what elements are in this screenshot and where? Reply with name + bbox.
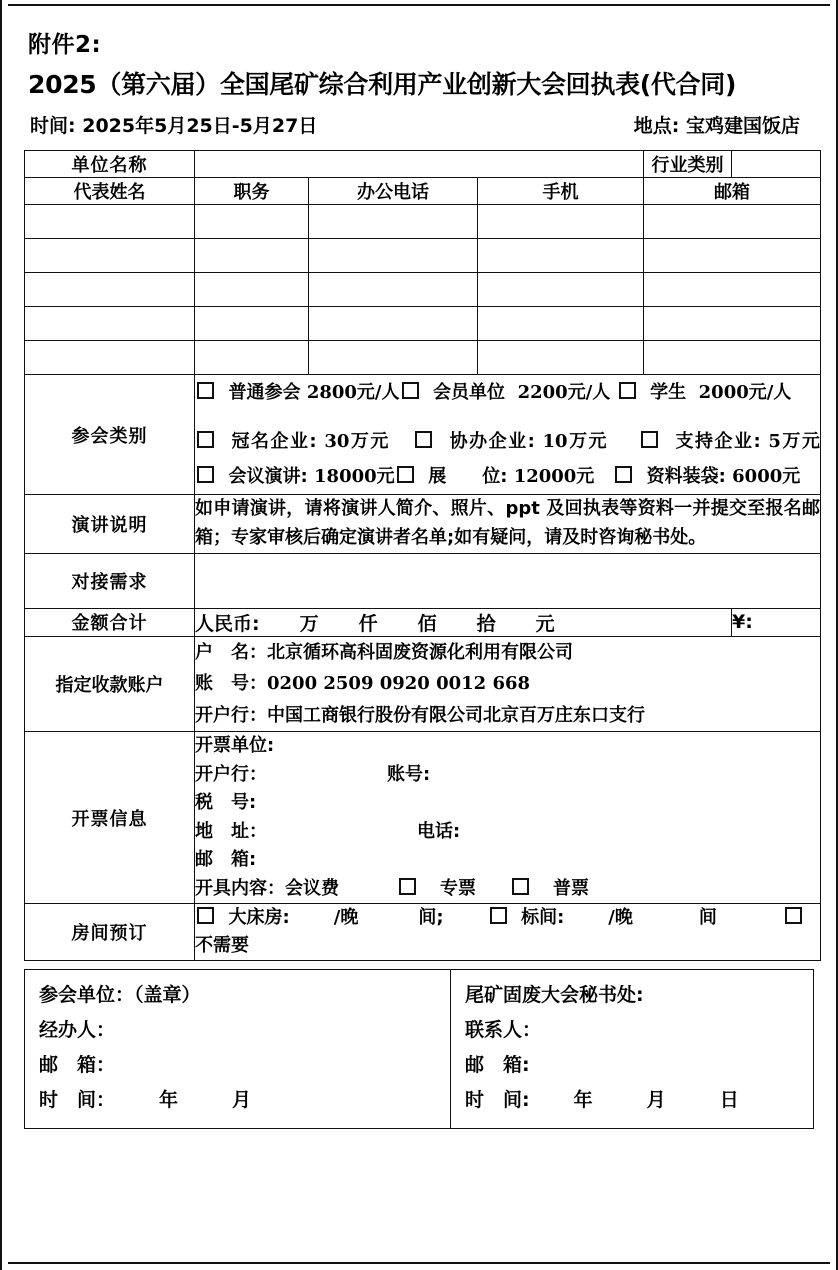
option-price: 30万元 <box>324 431 390 453</box>
checkbox-icon[interactable] <box>415 431 432 448</box>
account-name-key: 户 名： <box>195 641 267 663</box>
left-time-line[interactable] <box>39 1083 440 1118</box>
attachment-label: 附件2: <box>28 32 102 58</box>
room-bigbed-count: 间; <box>418 907 444 928</box>
meta-place <box>634 111 800 138</box>
invoice-row <box>25 732 821 904</box>
option-price: 2800元/人 <box>306 382 400 403</box>
option-name: 协办企业: <box>449 431 535 453</box>
room-label: 房间预订 <box>25 904 195 961</box>
checkbox-icon[interactable] <box>397 466 414 483</box>
category-option-8[interactable] <box>613 466 800 487</box>
amount-row <box>25 608 821 636</box>
option-name: 会员单位 <box>433 382 506 403</box>
amount-units[interactable] <box>195 608 732 636</box>
cell-mobile[interactable] <box>478 307 644 341</box>
cell-title[interactable] <box>195 307 309 341</box>
invoice-account-key: 账号: <box>387 763 431 785</box>
document-body <box>12 8 826 1129</box>
col-header-name: 代表姓名 <box>25 178 195 205</box>
cell-mobile[interactable] <box>478 239 644 273</box>
left-email-label[interactable]: 邮 箱： <box>39 1054 116 1077</box>
checkbox-icon[interactable] <box>490 907 507 924</box>
amount-unit-wan: 万 <box>299 612 319 635</box>
option-name: 会议演讲: <box>228 466 308 488</box>
category-option-4[interactable] <box>413 431 608 452</box>
checkbox-icon[interactable] <box>197 431 214 448</box>
room-standard-label: 标间: <box>521 907 565 928</box>
option-price: 18000元 <box>314 466 395 488</box>
account-bank-value: 中国工商银行股份有限公司北京百万庄东口支行 <box>267 704 645 726</box>
invoice-tax-key: 税 号: <box>195 792 257 814</box>
option-name: 支持企业: <box>675 431 761 453</box>
category-label: 参会类别 <box>25 375 195 495</box>
checkbox-icon[interactable] <box>785 907 802 924</box>
account-bank-key: 开户行： <box>195 704 267 726</box>
room-bigbed-label: 大床房: <box>228 907 290 928</box>
invoice-normal-option[interactable] <box>510 878 589 899</box>
right-email-label[interactable]: 邮 箱: <box>465 1054 530 1077</box>
room-row <box>25 904 821 961</box>
table-row <box>25 273 821 307</box>
cell-email[interactable] <box>644 273 821 307</box>
invoice-address-key: 地 址： <box>195 820 267 842</box>
checkbox-icon[interactable] <box>399 878 416 895</box>
requirement-value[interactable] <box>195 553 821 608</box>
cell-name[interactable] <box>25 205 195 239</box>
meta-time-value: 2025年5月25日-5月27日 <box>82 115 318 137</box>
checkbox-icon[interactable] <box>512 878 529 895</box>
account-label: 指定收款账户 <box>25 636 195 732</box>
invoice-unit-key: 开票单位: <box>195 735 275 757</box>
meta-place-label: 地点: <box>633 115 680 137</box>
yen-label: ¥: <box>732 611 753 634</box>
room-standard-per-night: /晚 <box>608 907 633 928</box>
category-options <box>195 375 821 495</box>
amount-unit-qian: 仟 <box>358 612 378 635</box>
handler-label[interactable]: 经办人： <box>39 1018 116 1041</box>
signature-table <box>24 969 814 1130</box>
cell-name[interactable] <box>25 341 195 375</box>
account-row <box>25 636 821 732</box>
rep-header-row <box>25 178 821 205</box>
unit-name-label: 单位名称 <box>25 151 195 178</box>
cell-title[interactable] <box>195 341 309 375</box>
main-form-table <box>24 150 821 961</box>
category-option-2[interactable] <box>617 382 792 403</box>
room-options <box>195 904 821 961</box>
cell-mobile[interactable] <box>478 273 644 307</box>
meta-time-label: 时间: <box>30 115 76 137</box>
account-name-line <box>195 637 820 669</box>
cell-title[interactable] <box>195 239 309 273</box>
contact-label[interactable]: 联系人： <box>465 1018 542 1041</box>
room-bigbed-per-night: /晚 <box>333 907 359 928</box>
invoice-phone-key: 电话: <box>417 820 461 842</box>
checkbox-icon[interactable] <box>197 382 214 399</box>
cell-office-phone[interactable] <box>309 307 478 341</box>
invoice-content-line <box>195 875 820 903</box>
speech-note-label: 演讲说明 <box>25 495 195 554</box>
signature-row <box>25 969 814 1129</box>
room-standard-count: 间 <box>698 907 717 928</box>
secretariat-label: 尾矿固废大会秘书处: <box>465 983 644 1006</box>
cell-title[interactable] <box>195 205 309 239</box>
category-option-0[interactable] <box>195 382 400 403</box>
checkbox-icon[interactable] <box>197 466 214 483</box>
signature-right-cell <box>451 969 814 1129</box>
invoice-normal-label: 普票 <box>553 877 589 899</box>
room-standard-option[interactable] <box>488 907 717 928</box>
cell-office-phone[interactable] <box>309 205 478 239</box>
category-option-6[interactable] <box>195 466 395 487</box>
currency-label: 人民币: <box>195 612 260 635</box>
right-time-line[interactable] <box>465 1083 803 1118</box>
industry-value[interactable] <box>732 151 821 178</box>
invoice-tax-line[interactable] <box>195 789 820 817</box>
account-number-line <box>195 668 820 700</box>
invoice-address-line[interactable] <box>195 818 820 846</box>
category-row <box>25 375 821 495</box>
left-time-label: 时 间： <box>39 1089 116 1112</box>
page-title: 2025（第六届）全国尾矿综合利用产业创新大会回执表(代合同) <box>28 70 737 99</box>
requirement-row <box>25 553 821 608</box>
invoice-special-option[interactable] <box>397 878 476 899</box>
meta-place-value: 宝鸡建国饭店 <box>685 115 800 137</box>
right-year: 年 <box>573 1089 593 1112</box>
option-price: 10万元 <box>542 431 609 453</box>
cell-email[interactable] <box>644 205 821 239</box>
meta-time <box>30 111 317 138</box>
cell-name[interactable] <box>25 273 195 307</box>
cell-title[interactable] <box>195 273 309 307</box>
option-name: 普通参会 <box>228 382 301 403</box>
account-number-value: 0200 2509 0920 0012 668 <box>267 673 531 695</box>
account-bank-line <box>195 700 820 732</box>
option-price: 12000元 <box>513 466 595 488</box>
invoice-content-value: 会议费 <box>285 877 339 899</box>
requirement-label: 对接需求 <box>25 553 195 608</box>
option-price: 2200元/人 <box>517 382 611 403</box>
left-year: 年 <box>159 1089 179 1112</box>
cell-email[interactable] <box>644 239 821 273</box>
cell-mobile[interactable] <box>478 205 644 239</box>
speech-note-row <box>25 495 821 554</box>
cell-mobile[interactable] <box>478 341 644 375</box>
account-name-value: 北京循环高科固废资源化利用有限公司 <box>267 641 573 663</box>
invoice-special-label: 专票 <box>440 877 476 899</box>
cell-email[interactable] <box>644 341 821 375</box>
amount-unit-bai: 佰 <box>417 612 437 635</box>
account-details <box>195 636 821 732</box>
right-day: 日 <box>719 1089 739 1112</box>
table-row <box>25 205 821 239</box>
checkbox-icon[interactable] <box>641 431 658 448</box>
col-header-mobile: 手机 <box>478 178 644 205</box>
col-header-office-phone: 办公电话 <box>309 178 478 205</box>
amount-unit-yuan: 元 <box>535 612 555 635</box>
invoice-label: 开票信息 <box>25 732 195 904</box>
invoice-unit-line[interactable] <box>195 732 820 760</box>
cell-name[interactable] <box>25 239 195 273</box>
industry-label: 行业类别 <box>644 151 732 178</box>
participant-unit-label: 参会单位：（盖章） <box>39 983 201 1006</box>
account-number-key: 账 号： <box>195 673 267 695</box>
cell-office-phone[interactable] <box>309 239 478 273</box>
cell-email[interactable] <box>644 307 821 341</box>
invoice-content-key: 开具内容： <box>195 877 285 899</box>
right-month: 月 <box>646 1089 666 1112</box>
option-name: 冠名企业: <box>231 431 317 453</box>
room-not-needed-label: 不需要 <box>195 934 249 956</box>
speech-note-text: 如申请演讲，请将演讲人简介、照片、ppt 及回执表等资料一并提交至报名邮箱；专家审核后确定演讲者名单;如有疑问，请及时咨询秘书处。 <box>195 495 821 554</box>
col-header-email: 邮箱 <box>644 178 821 205</box>
invoice-email-key: 邮 箱: <box>195 849 257 871</box>
option-name: 展 位: <box>428 466 508 488</box>
unit-name-row <box>25 151 821 178</box>
table-row <box>25 307 821 341</box>
category-option-1[interactable] <box>400 382 611 403</box>
category-option-5[interactable] <box>639 431 820 452</box>
invoice-bank-key: 开户行： <box>195 763 267 785</box>
invoice-bank-line[interactable] <box>195 761 820 789</box>
signature-left-cell <box>25 969 451 1129</box>
checkbox-icon[interactable] <box>619 382 636 399</box>
amount-yen-field[interactable] <box>732 608 821 636</box>
checkbox-icon[interactable] <box>402 382 419 399</box>
option-price: 6000元 <box>732 466 801 488</box>
checkbox-icon[interactable] <box>615 466 632 483</box>
cell-office-phone[interactable] <box>309 341 478 375</box>
table-row <box>25 341 821 375</box>
room-bigbed-option[interactable] <box>195 907 444 928</box>
right-time-label: 时 间: <box>465 1089 530 1112</box>
amount-unit-shi: 拾 <box>476 612 496 635</box>
cell-office-phone[interactable] <box>309 273 478 307</box>
unit-name-value[interactable] <box>195 151 644 178</box>
left-month: 月 <box>232 1089 252 1112</box>
category-option-7[interactable] <box>395 466 595 487</box>
checkbox-icon[interactable] <box>197 907 214 924</box>
meta-line <box>30 111 800 138</box>
option-price: 5万元 <box>768 431 820 453</box>
invoice-email-line[interactable] <box>195 846 820 874</box>
table-row <box>25 239 821 273</box>
invoice-details <box>195 732 821 904</box>
option-name: 学生 <box>650 382 687 403</box>
option-price: 2000元/人 <box>698 382 792 403</box>
category-option-3[interactable] <box>195 431 390 452</box>
col-header-title: 职务 <box>195 178 309 205</box>
option-name: 资料装袋: <box>646 466 726 488</box>
cell-name[interactable] <box>25 307 195 341</box>
amount-label: 金额合计 <box>25 608 195 636</box>
